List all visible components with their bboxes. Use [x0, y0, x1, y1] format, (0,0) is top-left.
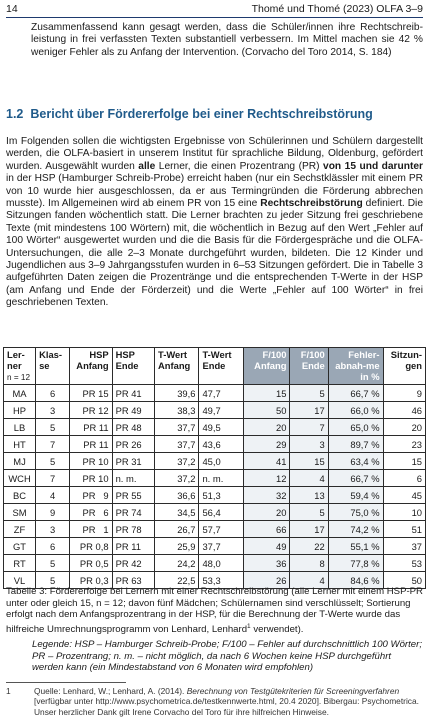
table-cell-f-e: 8	[290, 555, 328, 572]
table-row	[4, 538, 426, 555]
table-cell-hsp-e: PR 42	[112, 555, 154, 572]
table-row	[4, 402, 426, 419]
table-row	[4, 555, 426, 572]
table-cell-f-e: 4	[290, 470, 328, 487]
table-cell-t-a: 38,3	[155, 402, 199, 419]
table-cell-f-a: 50	[243, 402, 290, 419]
table-cell-hsp-a: PR 0,5	[70, 555, 112, 572]
col-f100-anfang: F/100 Anfang	[243, 348, 290, 385]
col-hsp-ende: HSP Ende	[112, 348, 154, 385]
table-cell-t-e: 43,6	[199, 436, 243, 453]
col-hsp-anfang: HSP Anfang	[70, 348, 112, 385]
table-cell-abn: 65,0 %	[328, 419, 383, 436]
table-cell-hsp-e: PR 49	[112, 402, 154, 419]
table-cell-id: BC	[4, 487, 36, 504]
body-paragraph: Im Folgenden sollen die wichtigsten Ergebnisse von Schülerinnen und Schülern dargestellt werden, die OLFA-basiert in unserem Institut für sprachliche Bildung, Oldenburg, gefördert wurden. Ausgewählt wurden alle Lerner, die einen Prozentrang (PR) von 15 und darunter in der HSP (Hamburger Schreib-Probe) erreicht haben (nur ein Sechstklässler mit einem PR von 10 wurde hier ausgeschlossen, da er aus Termingründen die Förderung abbrechen musste). Im Allgemeinen wird ab einem PR von 15 eine Rechtschreibstörung definiert. Die Sitzungen fanden wöchentlich statt. Die Lerner brachten zu jeder Sitzung frei geschriebene Texte (mit mindestens 100 Wörtern) mit, die wöchentlich in Bezug auf den Wert „Fehler auf 100 Wörter“ ausgewertet wurden und die die Basis für die Fördergespräche und die OLFA-Untersuchungen, die alle 2–3 Monate durchgeführt wurden, bildeten. Die 12 Kinder und Jugendlichen aus 3–9 Jahrgangsstufen wurden in 6–53 Sitzungen gefördert. Die in Tabelle 3 aufgeführten Daten zeigen die Prozentränge und die entsprechenden T-Werte in der HSP (am Anfang und Ende der Förderzeit) und die Werte „Fehler auf 100 Wörter“ in frei geschriebenen Texten.	[6, 136, 423, 309]
table-caption	[6, 586, 423, 674]
running-title: Thomé und Thomé (2023) OLFA 3–9	[251, 3, 423, 15]
table-cell-klasse: 5	[36, 555, 70, 572]
table-cell-t-a: 37,7	[155, 436, 199, 453]
table-cell-t-e: 45,0	[199, 453, 243, 470]
table-cell-f-e: 22	[290, 538, 328, 555]
table-cell-hsp-e: PR 41	[112, 385, 154, 402]
table-cell-hsp-e: n. m.	[112, 470, 154, 487]
table-cell-t-e: 49,5	[199, 419, 243, 436]
table-cell-t-a: 37,2	[155, 470, 199, 487]
table-cell-f-a: 15	[243, 385, 290, 402]
table-cell-klasse: 4	[36, 487, 70, 504]
table-cell-hsp-a: PR 9	[70, 487, 112, 504]
table-cell-hsp-a: PR 1	[70, 521, 112, 538]
table-cell-f-a: 41	[243, 453, 290, 470]
col-twert-anfang: T-Wert Anfang	[155, 348, 199, 385]
table-cell-f-e: 5	[290, 385, 328, 402]
table-cell-id: ZF	[4, 521, 36, 538]
footnote-rule	[6, 682, 126, 683]
caption-text: Tabelle 3: Fördererfolge bei Lernern mit einer Rechtschreibstörung (alle Lerner mit einem HSP-PR unter oder gleich 15, n = 12; davon fünf Mädchen; Schülernamen sind verschlüsselt; Sortierung erfolgt nach dem Anfangsprozentrang in der HSP, für die Berechnung der T-Werte wurde das hilfreiche Umrechnungsprogramm von Lenhard, Lenhard$^1$ verwendet).	[6, 586, 423, 636]
table-cell-abn: 74,2 %	[328, 521, 383, 538]
intro-quote: Zusammenfassend kann gesagt werden, dass die Schüler/innen ihre Rechtschreibleistung in frei verfassten Texten substantiell verbessern. Im Mittel machen sie 42 % weniger Fehler als zu Anfang der Intervention. (Corvacho del Toro 2014, S. 184)	[31, 22, 423, 58]
table-cell-hsp-a: PR 10	[70, 453, 112, 470]
table-cell-hsp-e: PR 55	[112, 487, 154, 504]
section-title: Bericht über Fördererfolge bei einer Rechtschreibstörung	[30, 107, 373, 121]
table-cell-t-a: 26,7	[155, 521, 199, 538]
table-cell-sitz: 53	[383, 555, 425, 572]
table-cell-f-a: 12	[243, 470, 290, 487]
page-number: 14	[6, 3, 18, 15]
footnote-marker: 1	[6, 686, 11, 696]
table-cell-hsp-a: PR 0,3	[70, 572, 112, 589]
table-cell-f-e: 7	[290, 419, 328, 436]
table-cell-abn: 66,7 %	[328, 385, 383, 402]
table-cell-t-a: 24,2	[155, 555, 199, 572]
table-cell-hsp-a: PR 0,8	[70, 538, 112, 555]
table-cell-t-e: 47,7	[199, 385, 243, 402]
table-cell-klasse: 7	[36, 436, 70, 453]
table-cell-klasse: 3	[36, 521, 70, 538]
table-cell-f-a: 32	[243, 487, 290, 504]
table-row	[4, 521, 426, 538]
table-header-row	[4, 348, 426, 385]
table-cell-klasse: 5	[36, 419, 70, 436]
table-cell-hsp-e: PR 63	[112, 572, 154, 589]
table-cell-klasse: 5	[36, 453, 70, 470]
table-cell-f-e: 5	[290, 504, 328, 521]
table-cell-f-a: 26	[243, 572, 290, 589]
footnote	[6, 686, 423, 717]
table-cell-t-e: 48,0	[199, 555, 243, 572]
table-cell-id: HP	[4, 402, 36, 419]
table-cell-t-a: 25,9	[155, 538, 199, 555]
table-cell-klasse: 5	[36, 572, 70, 589]
table-cell-hsp-e: PR 74	[112, 504, 154, 521]
table-cell-id: SM	[4, 504, 36, 521]
caption-legend: Legende: HSP – Hamburger Schreib-Probe; F/100 – Fehler auf durchschnittlich 100 Wörter; PR – Prozentrang; n. m. – nicht möglich, da nach 6 Wochen keine HSP durchgeführt werden kann (ein Mindestabstand von 6 Monaten wird empfohlen)	[32, 639, 422, 674]
section-number: 1.2	[6, 107, 24, 121]
table-cell-id: WCH	[4, 470, 36, 487]
table-row	[4, 436, 426, 453]
table-cell-t-e: 53,3	[199, 572, 243, 589]
table-cell-klasse: 6	[36, 538, 70, 555]
table-cell-f-a: 66	[243, 521, 290, 538]
table-cell-t-e: 49,7	[199, 402, 243, 419]
col-klasse: Klas-se	[36, 348, 70, 385]
table-cell-hsp-a: PR 11	[70, 436, 112, 453]
col-fehlerabnahme: Fehler-abnah-me in %	[328, 348, 383, 385]
table-cell-klasse: 6	[36, 385, 70, 402]
table-cell-abn: 77,8 %	[328, 555, 383, 572]
table-cell-id: MJ	[4, 453, 36, 470]
table-cell-id: MA	[4, 385, 36, 402]
table-row	[4, 453, 426, 470]
table-cell-f-e: 15	[290, 453, 328, 470]
table-cell-f-a: 29	[243, 436, 290, 453]
table-cell-t-a: 22,5	[155, 572, 199, 589]
footnote-text: Quelle: Lenhard, W.; Lenhard, A. (2014). Berechnung von Testgütekriterien für Screeningverfahren [verfügbar unter http://www.psychometrica.de/testkennwerte.html, 20.4 2020]. Bibergau: Psychometrica. Unser herzlicher Dank gilt Irene Corvacho del Toro für ihre hilfreichen Hinweise.	[34, 686, 419, 717]
table-cell-f-e: 4	[290, 572, 328, 589]
table-cell-id: GT	[4, 538, 36, 555]
table-cell-hsp-e: PR 48	[112, 419, 154, 436]
table-cell-id: RT	[4, 555, 36, 572]
table-cell-sitz: 46	[383, 402, 425, 419]
table-cell-t-a: 37,7	[155, 419, 199, 436]
table-cell-t-a: 36,6	[155, 487, 199, 504]
table-cell-f-e: 3	[290, 436, 328, 453]
table-cell-klasse: 3	[36, 402, 70, 419]
table-cell-klasse: 9	[36, 504, 70, 521]
table-cell-f-a: 49	[243, 538, 290, 555]
table-cell-hsp-a: PR 6	[70, 504, 112, 521]
table-cell-t-e: 51,3	[199, 487, 243, 504]
emphasis-pr15: von 15 und darunter	[323, 160, 423, 172]
table-cell-klasse: 7	[36, 470, 70, 487]
table-row	[4, 385, 426, 402]
table-cell-t-a: 37,2	[155, 453, 199, 470]
table-cell-t-e: 57,7	[199, 521, 243, 538]
table-cell-abn: 89,7 %	[328, 436, 383, 453]
table-cell-sitz: 10	[383, 504, 425, 521]
section-heading	[6, 107, 373, 121]
results-table	[3, 347, 426, 589]
table-cell-f-e: 17	[290, 402, 328, 419]
table-cell-f-a: 20	[243, 504, 290, 521]
table-cell-abn: 84,6 %	[328, 572, 383, 589]
table-cell-id: VL	[4, 572, 36, 589]
table-cell-abn: 66,7 %	[328, 470, 383, 487]
table-cell-t-a: 39,6	[155, 385, 199, 402]
emphasis-rechtschreibstoerung: Rechtschreibstörung	[260, 198, 363, 210]
table-cell-id: LB	[4, 419, 36, 436]
table-cell-hsp-a: PR 12	[70, 402, 112, 419]
table-cell-abn: 75,0 %	[328, 504, 383, 521]
col-lerner: Ler-ner n = 12	[4, 348, 36, 385]
table-cell-abn: 59,4 %	[328, 487, 383, 504]
table-cell-sitz: 50	[383, 572, 425, 589]
table-cell-abn: 55,1 %	[328, 538, 383, 555]
table-cell-t-e: 37,7	[199, 538, 243, 555]
table-cell-f-e: 13	[290, 487, 328, 504]
table-row	[4, 419, 426, 436]
table-cell-sitz: 23	[383, 436, 425, 453]
table-cell-sitz: 37	[383, 538, 425, 555]
table-cell-hsp-e: PR 11	[112, 538, 154, 555]
table-cell-t-a: 34,5	[155, 504, 199, 521]
table-cell-hsp-e: PR 78	[112, 521, 154, 538]
col-sitzungen: Sitzun-gen	[383, 348, 425, 385]
table-cell-sitz: 51	[383, 521, 425, 538]
table-cell-t-e: 56,4	[199, 504, 243, 521]
table-cell-hsp-a: PR 10	[70, 470, 112, 487]
table-cell-sitz: 45	[383, 487, 425, 504]
table-cell-f-a: 20	[243, 419, 290, 436]
table-row	[4, 470, 426, 487]
table-cell-hsp-e: PR 31	[112, 453, 154, 470]
col-twert-ende: T-Wert Ende	[199, 348, 243, 385]
table-cell-f-e: 17	[290, 521, 328, 538]
table-cell-sitz: 15	[383, 453, 425, 470]
table-row	[4, 504, 426, 521]
table-cell-hsp-e: PR 26	[112, 436, 154, 453]
table-cell-hsp-a: PR 15	[70, 385, 112, 402]
table-cell-abn: 66,0 %	[328, 402, 383, 419]
table-cell-sitz: 20	[383, 419, 425, 436]
table-cell-t-e: n. m.	[199, 470, 243, 487]
table-cell-hsp-a: PR 11	[70, 419, 112, 436]
table-cell-f-a: 36	[243, 555, 290, 572]
table-cell-abn: 63,4 %	[328, 453, 383, 470]
table-cell-sitz: 9	[383, 385, 425, 402]
header-rule	[6, 17, 423, 18]
table-row	[4, 487, 426, 504]
table-cell-id: HT	[4, 436, 36, 453]
table-cell-sitz: 6	[383, 470, 425, 487]
col-f100-ende: F/100 Ende	[290, 348, 328, 385]
emphasis-alle: alle	[138, 160, 156, 172]
